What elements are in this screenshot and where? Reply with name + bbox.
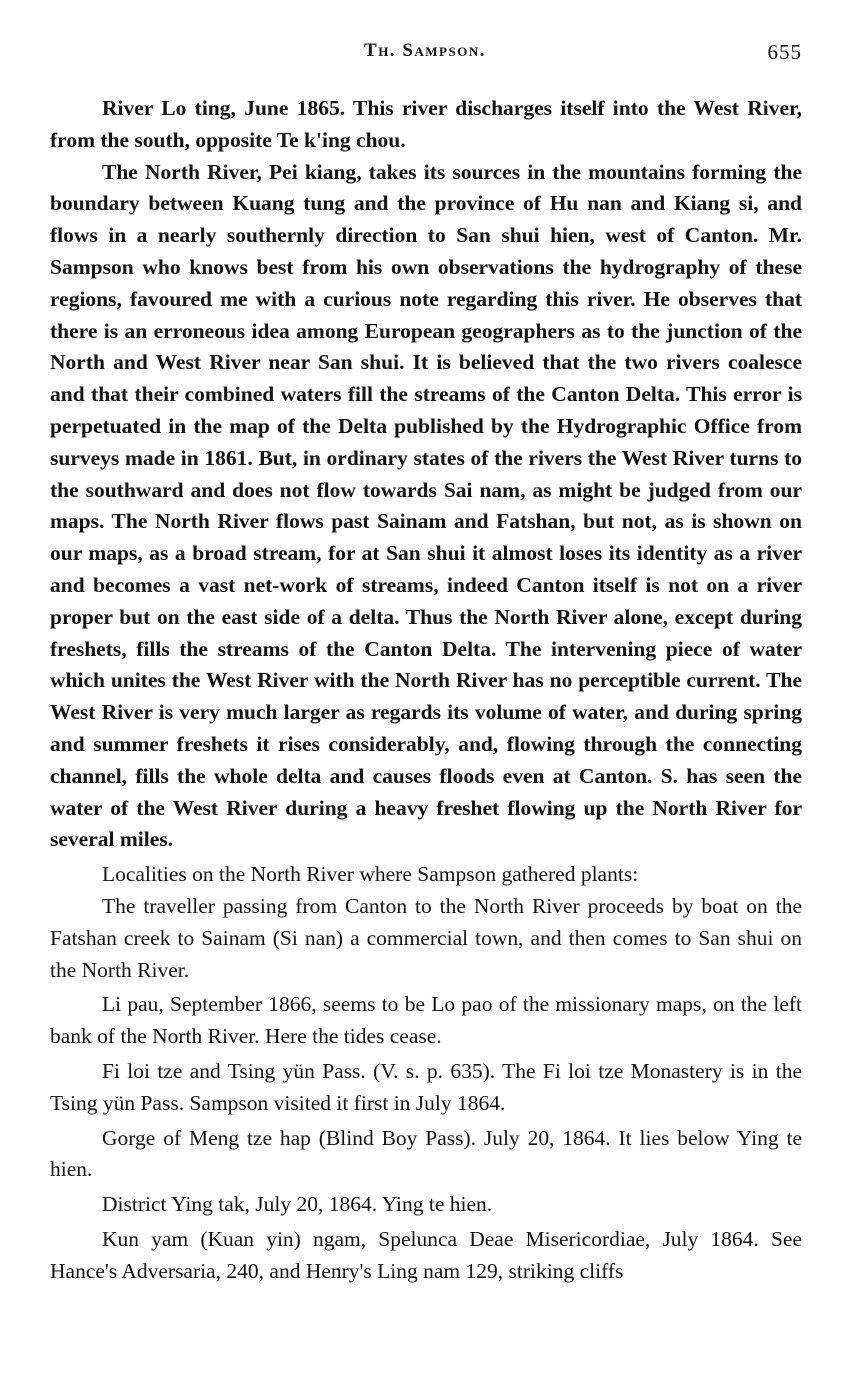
paragraph-li-pau: Li pau, September 1866, seems to be Lo pao of the missionary maps, on the left bank of the North River. Here the tides cease. <box>50 992 802 1049</box>
page-number: 655 <box>767 40 802 64</box>
paragraph-kun-yam: Kun yam (Kuan yin) ngam, Spelunca Deae Misericordiae, July 1864. See Hance's Adversaria, 240, and Henry's Ling nam 129, striking cliffs <box>50 1226 802 1283</box>
paragraph-localities-heading: Localities on the North River where Sampson gathered plants: <box>102 862 639 887</box>
paragraph-fi-loi-tze: Fi loi tze and Tsing yün Pass. (V. s. p. 635). The Fi loi tze Monastery is in the Tsing yün Pass. Sampson visited it first in July 1864. <box>50 1058 802 1115</box>
body-text <box>50 93 802 1287</box>
paragraph-north-river: The North River, Pei kiang, takes its sources in the mountains forming the boundary between Kuang tung and the province of Hu nan and Kiang si, and flows in a nearly southernly direction to San shui hien, west of Canton. Mr. Sampson who knows best from his own observations the hydrography of these regions, favoured me with a curious note regarding this river. He observes that there is an erroneous idea among European geographers as to the junction of the North and West River near San shui. It is believed that the two rivers coalesce and that their combined waters fill the streams of the Canton Delta. This error is perpetuated in the map of the Delta published by the Hydrographic Office from surveys made in 1861. But, in ordinary states of the rivers the West River turns to the southward and does not flow towards Sai nam, as might be judged from our maps. The North River flows past Sainam and Fatshan, but not, as is shown on our maps, as a broad stream, for at San shui it almost loses its identity as a river and becomes a vast net-work of streams, indeed Canton itself is not on a river proper but on the east side of a delta. Thus the North River alone, except during freshets, fills the streams of the Canton Delta. The intervening piece of water which unites the West River with the North River has no perceptible current. The West River is very much larger as regards its volume of water, and during spring and summer freshets it rises considerably, and, flowing through the connecting channel, fills the whole delta and causes floods even at Canton. S. has seen the water of the West River during a heavy freshet flowing up the North River for several miles. <box>50 159 802 852</box>
paragraph-traveller: The traveller passing from Canton to the North River proceeds by boat on the Fatshan creek to Sainam (Si nan) a commercial town, and then comes to San shui on the North River. <box>50 893 802 982</box>
running-head <box>48 40 802 72</box>
paragraph-ying-tak: District Ying tak, July 20, 1864. Ying te hien. <box>102 1192 493 1217</box>
running-head-title: Th. Sampson. <box>364 40 486 61</box>
paragraph-river-lo-ting: River Lo ting, June 1865. This river discharges itself into the West River, from the south, opposite Te k'ing chou. <box>50 96 802 152</box>
paragraph-meng-tze-hap: Gorge of Meng tze hap (Blind Boy Pass). July 20, 1864. It lies below Ying te hien. <box>50 1125 802 1182</box>
